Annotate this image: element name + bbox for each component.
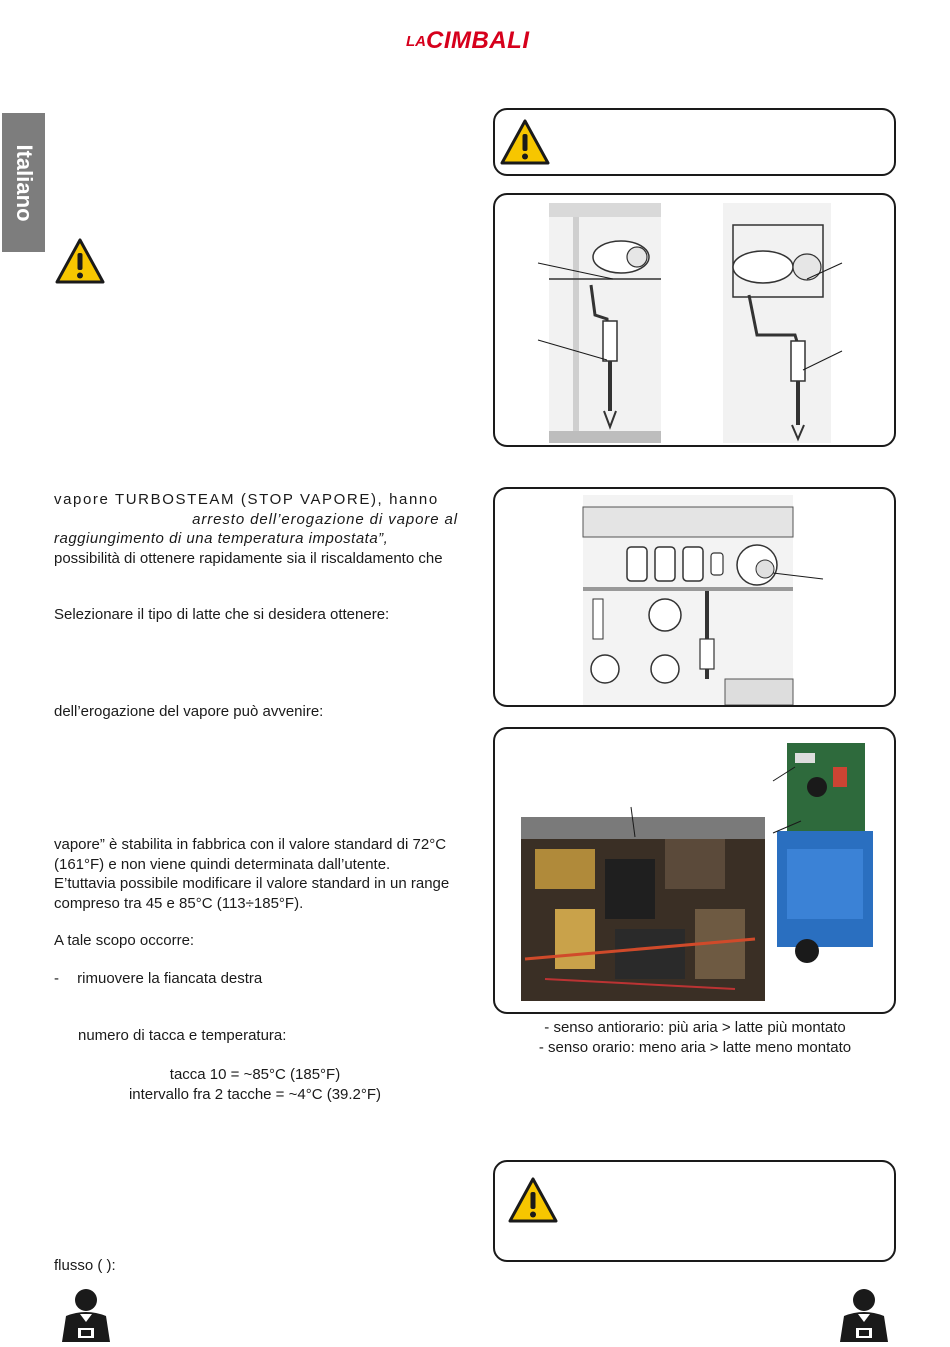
paragraph-select-milk: Selezionare il tipo di latte che si desidera ottenere: xyxy=(54,606,390,623)
warning-box xyxy=(493,1160,896,1262)
text-line: vapore” è stabilita in fabbrica con il valore standard di 72°C xyxy=(54,836,447,853)
paragraph-standard-value xyxy=(54,835,458,913)
text-line: compreso tra 45 e 85°C (113÷185°F). xyxy=(54,894,304,912)
list-dash: - xyxy=(54,970,59,987)
steam-wand-figure xyxy=(493,193,896,447)
knob-direction-caption xyxy=(505,1018,885,1057)
paragraph-notch-temperature: numero di tacca e temperatura: xyxy=(78,1027,287,1044)
notch-value: tacca 10 = ~85°C (185°F) xyxy=(169,1066,341,1083)
machine-front-illustration xyxy=(495,489,894,705)
paragraph-flow: flusso ( ): xyxy=(54,1257,116,1274)
steam-wand-illustration xyxy=(495,195,894,445)
language-tab-label: Italiano xyxy=(11,143,37,222)
list-item xyxy=(54,969,262,989)
paragraph-turbosteam xyxy=(54,490,458,568)
electronics-figure xyxy=(493,727,896,1014)
warning-box xyxy=(493,108,896,176)
list-item-text: rimuovere la fiancata destra xyxy=(77,970,263,987)
barista-pictogram-icon xyxy=(56,1286,116,1342)
warning-triangle-icon xyxy=(507,1176,559,1224)
notch-table xyxy=(96,1065,414,1104)
text-line: vapore TURBOSTEAM (STOP VAPORE), hanno xyxy=(54,491,439,508)
caption-line: - senso orario: meno aria > latte meno montato xyxy=(538,1038,852,1056)
text-line: E’tuttavia possibile modificare il valore standard in un range xyxy=(54,875,450,892)
svg-text:LA: LA xyxy=(406,33,426,50)
text-line: possibilità di ottenere rapidamente sia il riscaldamento che xyxy=(54,549,443,567)
warning-triangle-icon xyxy=(499,118,551,166)
warning-triangle-icon xyxy=(54,237,106,285)
paragraph-procedure: A tale scopo occorre: xyxy=(54,932,195,949)
barista-pictogram-icon xyxy=(834,1286,894,1342)
machine-front-figure xyxy=(493,487,896,707)
text-line: arresto dell’erogazione di vapore al xyxy=(192,510,458,528)
brand-logo xyxy=(404,22,554,54)
caption-line: - senso antiorario: più aria > latte più montato xyxy=(544,1019,846,1036)
svg-text:CIMBALI: CIMBALI xyxy=(426,27,530,54)
notch-interval: intervallo fra 2 tacche = ~4°C (39.2°F) xyxy=(128,1085,382,1103)
language-tab xyxy=(2,113,45,252)
text-line: (161°F) e non viene quindi determinata dall’utente. xyxy=(54,855,391,873)
paragraph-steam-delivery: dell’erogazione del vapore può avvenire: xyxy=(54,703,324,720)
text-line: raggiungimento di una temperatura impostata”, xyxy=(54,530,389,547)
electronics-photo xyxy=(495,729,894,1012)
